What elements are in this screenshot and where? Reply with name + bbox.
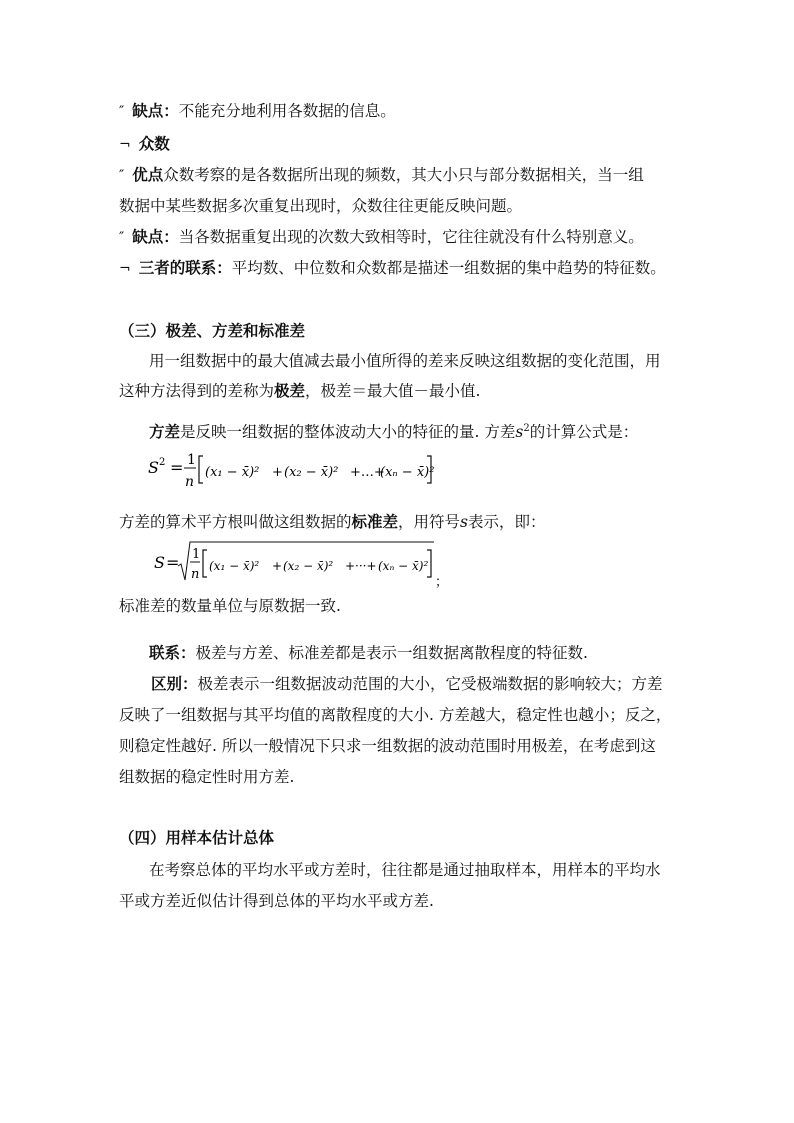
std-text-c: 表示，即： [468, 513, 546, 531]
range-text-b: ，极差＝最大值－最小值. [305, 382, 481, 400]
variance-term: 方差 [149, 422, 181, 442]
relation-text: 平均数、中位数和众数都是描述一组数据的集中趋势的特征数。 [231, 259, 666, 277]
bullet-marker: ″ [119, 230, 125, 246]
range-line-2 [119, 381, 480, 401]
std-text-a: 方差的算术平方根叫做这组数据的 [119, 513, 352, 531]
formula-plus: + [272, 465, 283, 480]
std-unit-line: 标准差的数量单位与原数据一致. [119, 597, 341, 615]
link-text: 极差与方差、标准差都是表示一组数据离散程度的特征数. [195, 644, 588, 662]
diff-line-4: 组数据的稳定性时用方差. [119, 768, 295, 786]
variance-text: 是反映一组数据的整体波动大小的特征的量. 方差 [180, 423, 516, 442]
range-term: 极差 [274, 381, 306, 400]
formula-eq: = [166, 553, 180, 572]
diff-line-2: 反映了一组数据与其平均值的离散程度的大小. 方差越大，稳定性也越小；反之， [119, 706, 672, 724]
bullet-marker: ¬ [119, 261, 131, 277]
relation-line [119, 258, 666, 279]
mode-defect-label: 缺点： [132, 227, 179, 246]
formula-dots: +···+ [345, 559, 377, 573]
merit-label: 优点 [132, 165, 164, 184]
mode-merit-line-2 [119, 196, 522, 216]
left-bracket [199, 456, 203, 483]
formula-term-1: (x₁ − x̄)² [205, 465, 260, 480]
bullet-marker: ″ [119, 168, 125, 184]
formula-den: n [191, 567, 200, 582]
variance-definition [149, 419, 638, 442]
diff-line-1 [151, 674, 663, 694]
std-formula [152, 538, 452, 590]
std-symbol: s [460, 513, 469, 531]
mode-merit-line [119, 165, 644, 186]
merit-text: 众数考察的是各数据所出现的频数，其大小只与部分数据相关，当一组 [163, 166, 644, 184]
diff-label: 区别： [151, 674, 198, 693]
defect-text: 不能充分地利用各数据的信息。 [178, 102, 396, 120]
mode-heading [119, 134, 170, 155]
range-line-1: 用一组数据中的最大值减去最小值所得的差来反映这组数据的变化范围，用 [149, 352, 661, 370]
section3-title: （三）极差、方差和标准差 [119, 321, 306, 340]
mode-heading-label: 众数 [138, 134, 170, 153]
formula-plus: + [272, 559, 283, 573]
formula-den: n [185, 474, 195, 490]
section4-line-2: 平或方差近似估计得到总体的平均水平或方差. [119, 892, 434, 910]
std-definition [119, 512, 546, 532]
formula-num: 1 [187, 452, 196, 468]
formula-lhs: S [154, 553, 165, 572]
range-text-a: 这种方法得到的差称为 [119, 382, 275, 400]
formula-term-2: (x₂ − x̄)² [283, 559, 334, 573]
bullet-marker: ″ [119, 104, 125, 120]
formula-term-1: (x₁ − x̄)² [209, 559, 260, 573]
formula-term-n: (xₙ − x̄)² [378, 559, 429, 573]
relation-label: 三者的联系： [138, 258, 232, 277]
diff-line-3: 则稳定性越好. 所以一般情况下只求一组数据的波动范围时用极差，在考虑到这 [119, 737, 656, 755]
mode-defect-line [119, 227, 644, 248]
formula-term-n: (xₙ − x̄)² [380, 465, 435, 480]
formula-eq: = [170, 458, 184, 477]
left-bracket [203, 550, 207, 577]
variance-text-2: 的计算公式是： [529, 423, 639, 442]
variance-superscript: 2 [523, 423, 530, 434]
formula-sup: 2 [159, 457, 166, 468]
formula-term-2: (x₂ − x̄)² [284, 465, 339, 480]
variance-symbol: s [515, 423, 524, 442]
section4-line-1: 在考察总体的平均水平或方差时，往往都是通过抽取样本，用样本的平均水 [149, 861, 661, 879]
formula-lhs: S [148, 458, 159, 477]
link-line [149, 643, 588, 663]
formula-num: 1 [192, 547, 201, 562]
median-defect-line [119, 101, 396, 122]
variance-formula [146, 446, 446, 496]
std-term: 标准差 [351, 512, 399, 531]
section4-title: （四）用样本估计总体 [119, 828, 275, 847]
formula-semicolon: ； [435, 575, 449, 590]
merit-text-2: 数据中某些数据多次重复出现时，众数往往更能反映问题。 [119, 197, 523, 215]
formula-dots: +…+ [350, 465, 385, 480]
mode-defect-text: 当各数据重复出现的次数大致相等时，它往往就没有什么特别意义。 [178, 228, 644, 246]
link-label: 联系： [149, 643, 196, 662]
defect-label: 缺点： [132, 101, 179, 120]
diff-text-1: 极差表示一组数据波动范围的大小，它受极端数据的影响较大；方差 [197, 675, 663, 693]
bullet-marker: ¬ [119, 137, 131, 153]
std-text-b: ，用符号 [398, 513, 461, 531]
